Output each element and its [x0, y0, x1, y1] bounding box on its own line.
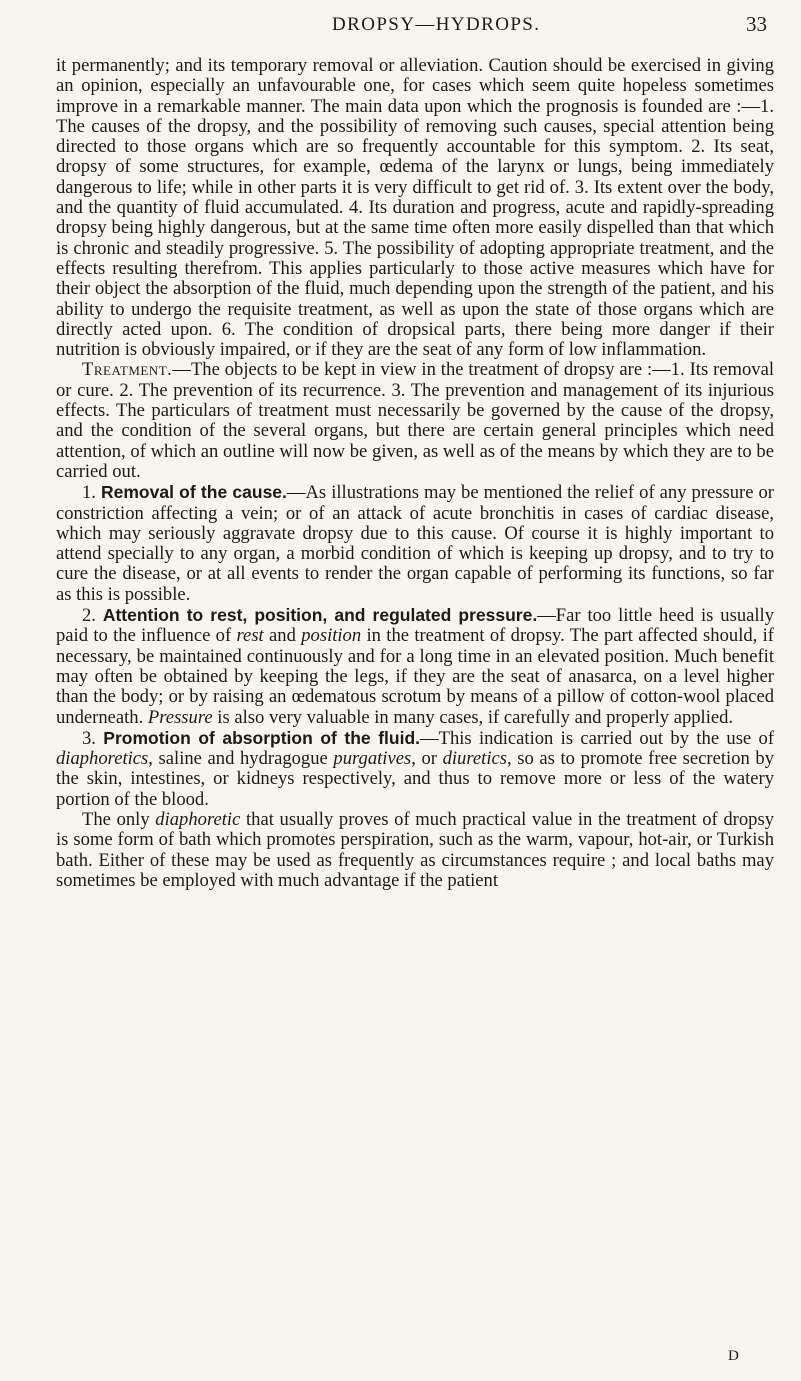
text-run: 2.	[82, 605, 103, 627]
running-head	[0, 8, 801, 38]
text-run: that usually proves of much practical value in the treatment of dropsy is some form of bath which promotes perspiration, such as the warm, vapour, hot-air, or Turkish bath. Either of these may be used as frequently as circumstances require ; and local baths may sometimes be employed with much advantage if the patient	[56, 808, 775, 891]
text-run: 3.	[82, 727, 104, 749]
text-run: —This indication is carried out by the use of	[420, 727, 775, 749]
emphasis-term: purgatives	[333, 748, 412, 770]
emphasis-term: diaphoretic	[155, 808, 241, 830]
body-text	[56, 56, 774, 891]
paragraph-p3	[56, 482, 774, 605]
text-run: 1.	[82, 482, 101, 504]
emphasis-term: diuretics	[442, 748, 507, 770]
paragraph-p2	[56, 360, 774, 482]
emphasis-term: position	[301, 625, 362, 647]
text-run: —The objects to be kept in view in the treatment of dropsy are :—1. Its removal or cure. 2. The prevention of its recurrence. 3. The prevention and management of its injurious effects. The particulars of treatment must necessarily be governed by the cause of the dropsy, and the condition of the several organs, but there are certain general principles which need attention, of which an outline will now be given, as well as of the means by which they are to be carried out.	[56, 359, 774, 482]
section-heading: Removal of the cause.	[100, 482, 287, 503]
text-run: —As illustrations may be mentioned the relief of any pressure or constriction affecting a vein; or of an attack of acute bronchitis in cases of cardiac disease, which may seriously aggravate dropsy due to this cause. Of course it is highly important to attend specially to any organ, a morbid condition of which is keeping up dropsy, and to try to cure the disease, or at all events to render the organ capable of performing its functions, so far as this is possible.	[56, 482, 775, 605]
text-run: , or	[411, 748, 443, 770]
text-run: it permanently; and its temporary removal or alleviation. Caution should be exercised in giving an opinion, especially an unfavourable one, for cases which seem quite hopeless sometimes improve in a remarkable manner. The main data upon which the prognosis is founded are :—1. The causes of the dropsy, and the possibility of removing such causes, special attention being directed to those organs which are so frequently accountable for this symptom. 2. Its seat, dropsy of some structures, for example, œdema of the larynx or lungs, being immediately dangerous to life; while in other parts it is very difficult to get rid of. 3. Its extent over the body, and the quantity of fluid accumulated. 4. Its duration and progress, acute and rapidly-spreading dropsy being highly dangerous, but at the same time often more easily dispelled than that which is chronic and steadily progressive. 5. The possibility of adopting appropriate treatment, and the effects resulting therefrom. This applies particularly to those active measures which have for their object the absorption of the fluid, much depending upon the strength of the patient, and his ability to undergo the requisite treatment, as well as upon the state of those organs which are directly acted upon. 6. The condition of dropsical parts, there being more danger if their nutrition is obviously impaired, or if they are the seat of any form of low inflammation.	[56, 55, 774, 361]
section-heading: Attention to rest, position, and regulated pressure.	[102, 605, 538, 626]
text-run: and	[263, 625, 302, 647]
page-number: 33	[746, 12, 767, 36]
paragraph-p4	[56, 605, 774, 728]
emphasis-term: Pressure	[147, 706, 213, 728]
section-heading: Promotion of absorption of the fluid.	[103, 727, 420, 748]
text-run: —Far too little heed is usually paid to the influence of	[56, 605, 774, 647]
paragraph-p1	[56, 56, 774, 360]
signature-mark: D	[728, 1348, 739, 1364]
text-run: , so as to promote free secretion by the skin, intestines, or kidneys respectively, and thus to remove more or less of the watery portion of the blood.	[56, 748, 774, 810]
emphasis-term: diaphoretics	[56, 748, 149, 770]
paragraph-p6	[56, 810, 774, 891]
running-title: DROPSY—HYDROPS.	[332, 14, 541, 35]
emphasis-term: rest	[236, 625, 264, 647]
paragraph-p5	[56, 728, 774, 810]
section-label: Treatment.	[82, 359, 173, 381]
text-run: The only	[82, 808, 156, 830]
text-run: is also very valuable in many cases, if carefully and properly applied.	[212, 706, 734, 728]
text-run: , saline and hydragogue	[148, 748, 334, 770]
text-run: in the treatment of dropsy. The part affected should, if necessary, be maintained continuously and for a long time in an elevated position. Much benefit may often be obtained by keeping the legs, if they are the seat of anasarca, on a level higher than the body; or by raising an œdematous scrotum by means of a pillow of cotton-wool placed underneath.	[56, 625, 774, 728]
